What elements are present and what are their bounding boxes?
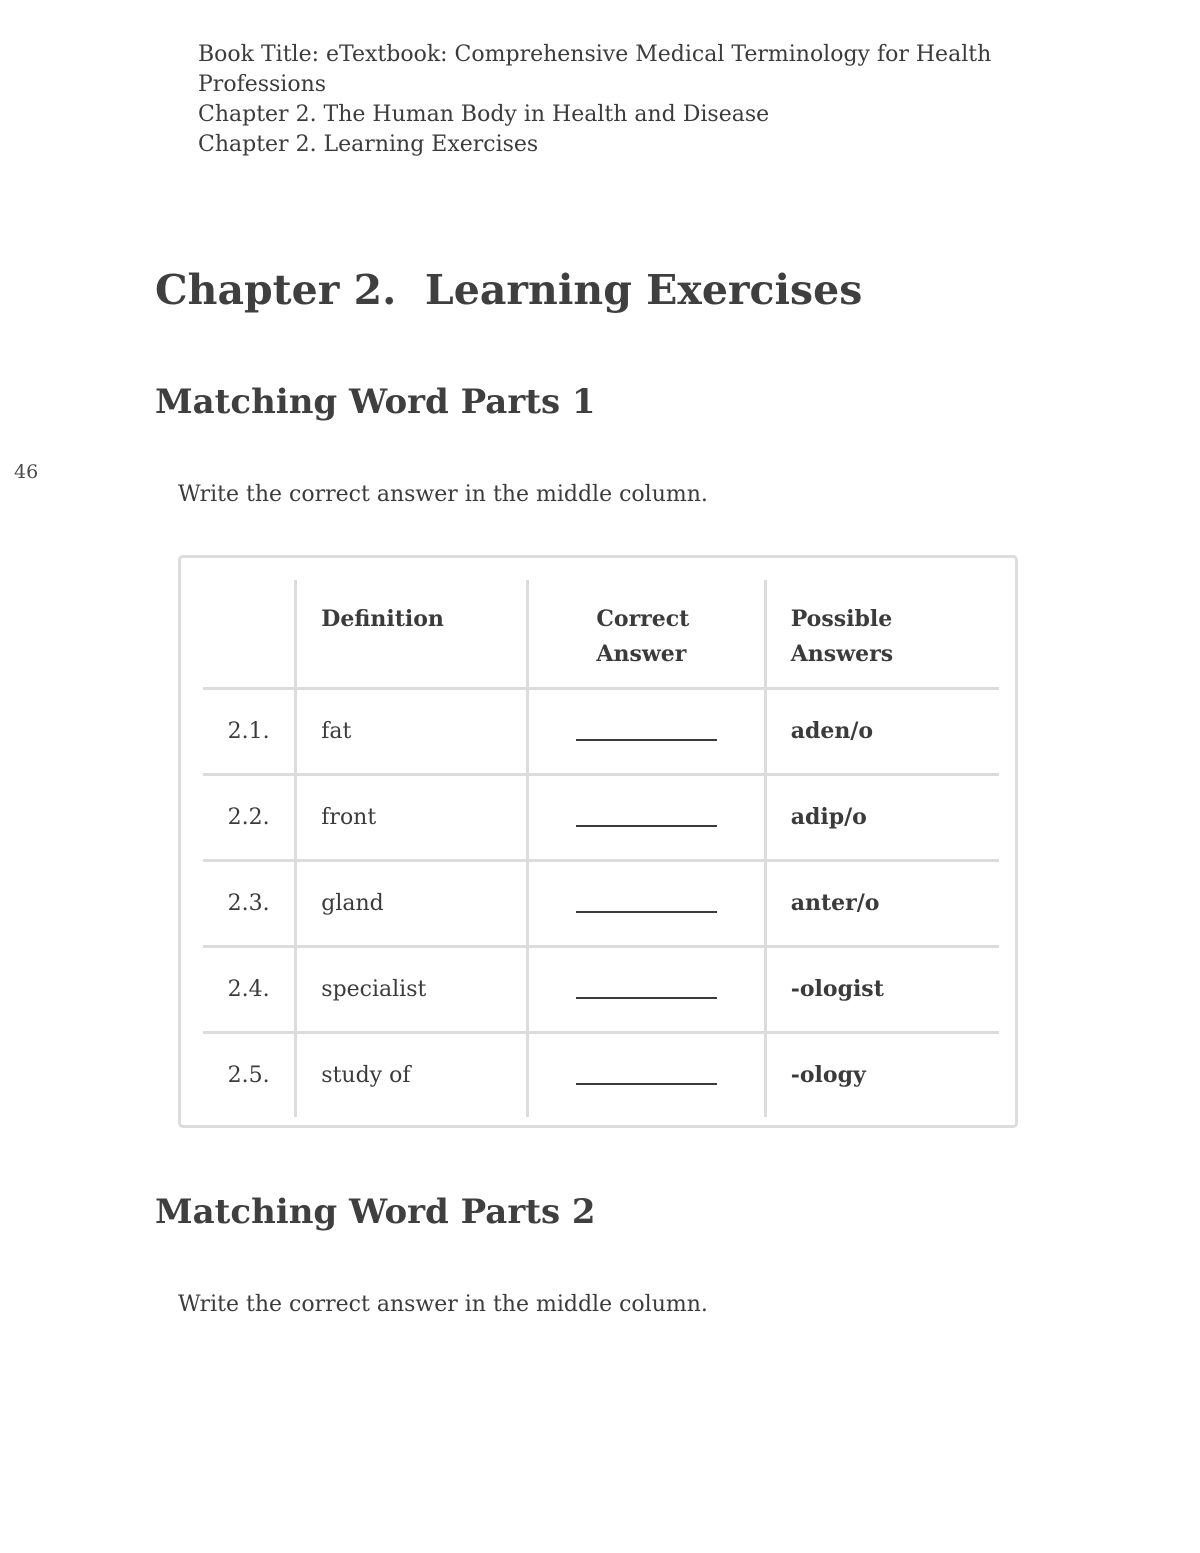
column-header-definition: Definition xyxy=(296,580,528,688)
answer-line[interactable] xyxy=(576,910,717,913)
table-header-row xyxy=(203,580,999,688)
row-possible-answer: anter/o xyxy=(765,860,999,946)
answer-blank[interactable] xyxy=(528,688,766,774)
table-row xyxy=(203,774,999,860)
answer-blank[interactable] xyxy=(528,946,766,1032)
matching-table xyxy=(203,580,999,1117)
row-definition: fat xyxy=(296,688,528,774)
exercise-1-title: Matching Word Parts 1 xyxy=(155,382,596,422)
column-header-correct-answer xyxy=(528,580,766,688)
answer-blank[interactable] xyxy=(528,1032,766,1117)
row-number: 2.4. xyxy=(203,946,296,1032)
row-possible-answer: -ologist xyxy=(765,946,999,1032)
column-header-number xyxy=(203,580,296,688)
answer-blank[interactable] xyxy=(528,774,766,860)
row-possible-answer: aden/o xyxy=(765,688,999,774)
exercise-1-table-box xyxy=(178,555,1018,1128)
table-row xyxy=(203,860,999,946)
table-body xyxy=(203,688,999,1117)
column-header-possible-answers xyxy=(765,580,999,688)
section-name: Chapter 2. Learning Exercises xyxy=(198,132,539,157)
table-row xyxy=(203,946,999,1032)
row-definition: study of xyxy=(296,1032,528,1117)
row-number: 2.2. xyxy=(203,774,296,860)
correct-answer-label: Correct Answer xyxy=(596,606,690,667)
page-number: 46 xyxy=(14,461,39,483)
answer-line[interactable] xyxy=(576,824,717,827)
running-header xyxy=(198,40,1018,160)
exercise-2-title: Matching Word Parts 2 xyxy=(155,1192,596,1232)
answer-line[interactable] xyxy=(576,738,717,741)
row-definition: gland xyxy=(296,860,528,946)
row-possible-answer: -ology xyxy=(765,1032,999,1117)
answer-blank[interactable] xyxy=(528,860,766,946)
answer-line[interactable] xyxy=(576,996,717,999)
row-definition: front xyxy=(296,774,528,860)
exercise-2-instruction: Write the correct answer in the middle column. xyxy=(178,1292,708,1317)
answer-line[interactable] xyxy=(576,1082,717,1085)
chapter-title: Chapter 2. Learning Exercises xyxy=(155,266,863,314)
possible-answers-label: Possible Answers xyxy=(790,606,894,667)
table-row xyxy=(203,688,999,774)
row-definition: specialist xyxy=(296,946,528,1032)
chapter-name: Chapter 2. The Human Body in Health and Disease xyxy=(198,102,770,127)
row-number: 2.5. xyxy=(203,1032,296,1117)
exercise-1-instruction: Write the correct answer in the middle column. xyxy=(178,482,708,507)
row-possible-answer: adip/o xyxy=(765,774,999,860)
book-title: Book Title: eTextbook: Comprehensive Medical Terminology for Health Professions xyxy=(198,42,992,97)
row-number: 2.3. xyxy=(203,860,296,946)
row-number: 2.1. xyxy=(227,718,270,744)
table-row xyxy=(203,1032,999,1117)
